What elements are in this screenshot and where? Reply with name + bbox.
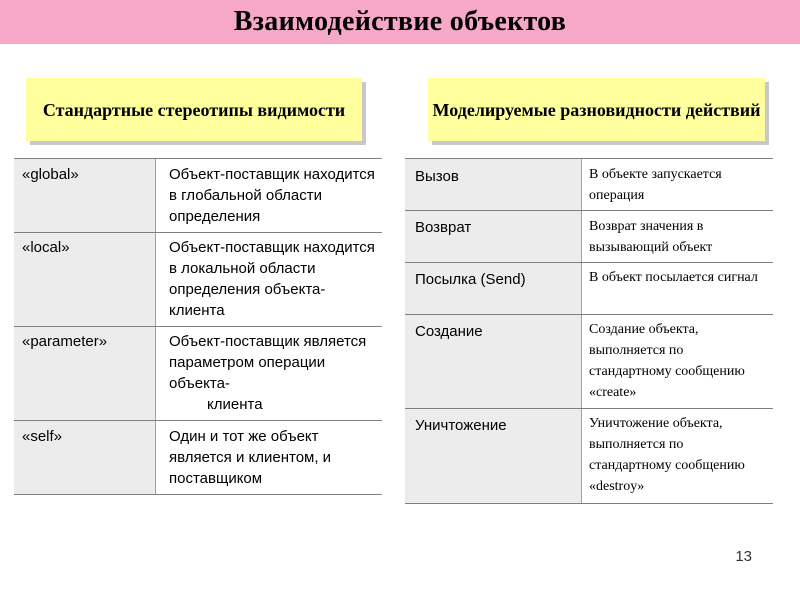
title-bar: [0, 0, 800, 44]
table-rule: [405, 262, 773, 263]
term-create: Создание: [415, 323, 483, 340]
table-rule: [405, 210, 773, 211]
table-rule: [14, 494, 382, 495]
desc-self: Один и тот же объект является и клиентом, и поставщиком: [169, 428, 332, 487]
table-rule: [405, 408, 773, 409]
table-rule: [14, 232, 382, 233]
table-rule: [14, 420, 382, 421]
term-destroy: Уничтожение: [415, 417, 507, 434]
visibility-stereotypes-table: [14, 158, 382, 495]
desc-parameter-text: Объект-поставщик является параметром операции объекта-: [169, 333, 367, 392]
term-return: Возврат: [415, 219, 472, 236]
visibility-stereotypes-heading: [26, 78, 362, 141]
action-kinds-table: [405, 158, 773, 504]
table-rule: [405, 314, 773, 315]
term-global: «global»: [22, 166, 79, 183]
term-parameter: «parameter»: [22, 333, 108, 350]
slide-number: 13: [735, 548, 752, 565]
term-local: «local»: [22, 239, 70, 256]
desc-create: Создание объекта, выполняется по стандартному сообщению «create»: [589, 322, 745, 400]
slide-title: Взаимодействие объектов: [233, 6, 567, 37]
term-call: Вызов: [415, 168, 459, 185]
desc-send: В объект посылается сигнал: [589, 270, 758, 285]
action-kinds-heading-text: Моделируемые разновидности действий: [432, 99, 761, 120]
desc-parameter: [169, 331, 379, 415]
desc-return: Возврат значения в вызывающий объект: [589, 219, 713, 255]
table-rule: [405, 503, 773, 504]
desc-destroy: Уничтожение объекта, выполняется по стандартному сообщению «destroy»: [589, 416, 745, 494]
action-kinds-heading: [428, 78, 765, 141]
term-self: «self»: [22, 428, 63, 445]
desc-call: В объекте запускается операция: [589, 167, 722, 203]
desc-local: Объект-поставщик находится в локальной области определения объекта-клиента: [169, 239, 375, 319]
table-rule: [14, 326, 382, 327]
desc-global: Объект-поставщик находится в глобальной области определения: [169, 166, 375, 225]
desc-parameter-tail: клиента: [207, 396, 263, 413]
term-send: Посылка (Send): [415, 271, 526, 288]
visibility-stereotypes-heading-text: Стандартные стереотипы видимости: [42, 99, 346, 120]
